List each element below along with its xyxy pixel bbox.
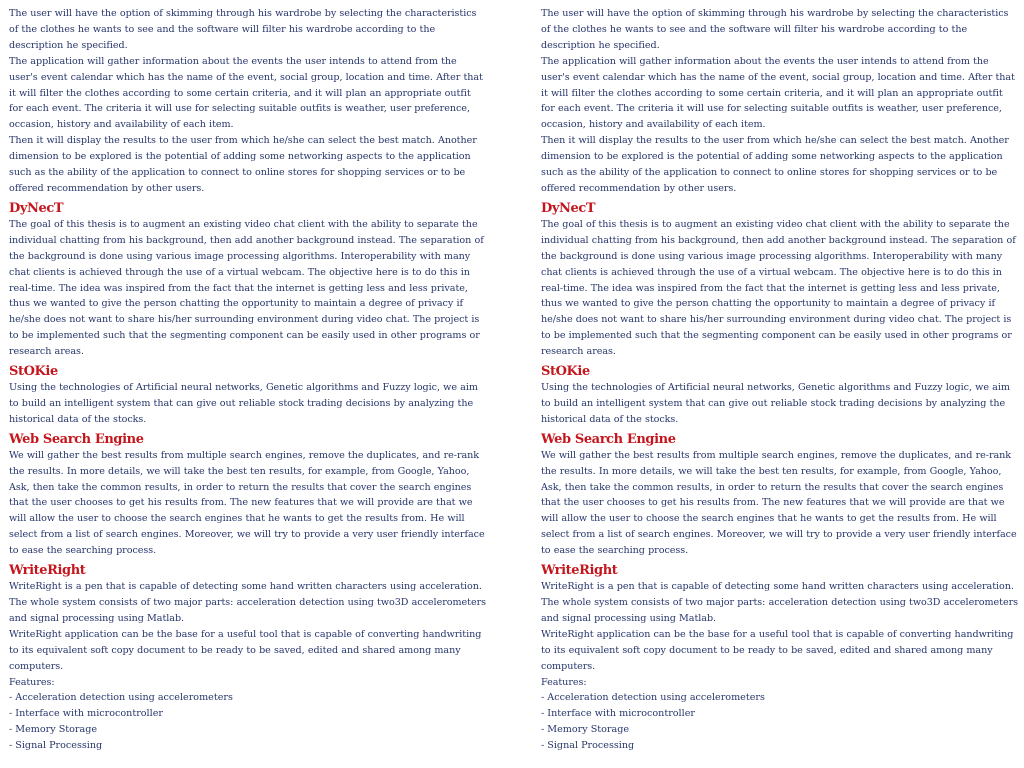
feature-item: - Memory Storage xyxy=(541,724,630,736)
stokie-paragraph: Using the technologies of Artificial neural networks, Genetic algorithms and Fuzzy logic, we aim to build an intelligent system that can give out reliable stock trading decisions by analyzing the historical data of the stocks. xyxy=(541,382,1010,425)
writeright-paragraph-2: WriteRight application can be the base for a useful tool that is capable of converting handwriting to its equivalent soft copy document to be ready to be saved, edited and shared among many computers. xyxy=(541,628,1014,672)
web-search-engine-paragraph: We will gather the best results from multiple search engines, remove the duplicates, and re-rank the results. In more details, we will take the best ten results, for example, from Google, Yahoo, Ask, then take the common results, in order to return the results that cover the search engines that the user chooses to get his results from. The new features that we will provide are that we will allow the user to choose the search engines that he wants to get the results from. He will select from a list of search engines. Moreover, we will try to provide a very user friendly interface to ease the searching process. xyxy=(541,449,1017,557)
web-search-engine-paragraph: We will gather the best results from multiple search engines, remove the duplicates, and re-rank the results. In more details, we will take the best ten results, for example, from Google, Yahoo, Ask, then take the common results, in order to return the results that cover the search engines that the user chooses to get his results from. The new features that we will provide are that we will allow the user to choose the search engines that he wants to get the results from. He will select from a list of search engines. Moreover, we will try to provide a very user friendly interface to ease the searching process. xyxy=(9,449,485,557)
right-column xyxy=(541,6,1019,754)
writeright-heading: WriteRight xyxy=(541,563,618,579)
dynect-heading: DyNecT xyxy=(541,200,596,216)
features-list xyxy=(9,690,487,754)
writeright-paragraph-2: WriteRight application can be the base for a useful tool that is capable of converting handwriting to its equivalent soft copy document to be ready to be saved, edited and shared among many computers. xyxy=(9,628,482,672)
feature-item: - Signal Processing xyxy=(9,740,103,752)
left-column xyxy=(9,6,487,754)
stokie-paragraph: Using the technologies of Artificial neural networks, Genetic algorithms and Fuzzy logic, we aim to build an intelligent system that can give out reliable stock trading decisions by analyzing the historical data of the stocks. xyxy=(9,382,478,425)
stokie-heading: StOKie xyxy=(9,364,58,380)
features-label: Features: xyxy=(541,676,587,688)
feature-item: - Interface with microcontroller xyxy=(9,708,163,720)
feature-item: - Signal Processing xyxy=(541,740,635,752)
feature-item: - Interface with microcontroller xyxy=(541,708,695,720)
feature-item: - Acceleration detection using accelerometers xyxy=(9,692,233,704)
dynect-paragraph: The goal of this thesis is to augment an existing video chat client with the ability to separate the individual chatting from his background, then add another background instead. The separation of the background is done using various image processing algorithms. Interoperability with many chat clients is achieved through the use of a virtual webcam. The objective here is to do this in real-time. The idea was inspired from the fact that the internet is getting less and less private, thus we wanted to give the person chatting the opportunity to maintain a degree of privacy if he/she does not want to share his/her surrounding environment during video chat. The project is to be implemented such that the segmenting component can be easily used in other programs or research areas. xyxy=(9,218,484,358)
wardrobe-paragraph-1: The user will have the option of skimming through his wardrobe by selecting the characteristics of the clothes he wants to see and the software will filter his wardrobe according to the description he specified. xyxy=(541,8,1009,51)
stokie-heading: StOKie xyxy=(541,364,590,380)
writeright-paragraph-1: WriteRight is a pen that is capable of detecting some hand written characters using acceleration. The whole system consists of two major parts: acceleration detection using two3D accelerometers and signal processing using Matlab. xyxy=(541,581,1018,624)
web-search-engine-heading: Web Search Engine xyxy=(541,431,676,447)
web-search-engine-heading: Web Search Engine xyxy=(9,431,144,447)
feature-item: - Memory Storage xyxy=(9,724,98,736)
wardrobe-paragraph-3: Then it will display the results to the user from which he/she can select the best match. Another dimension to be explored is the potential of adding some networking aspects to the application such as the ability of the application to connect to online stores for shopping services or to be offered recommendation by other users. xyxy=(9,135,477,194)
writeright-paragraph-1: WriteRight is a pen that is capable of detecting some hand written characters using acceleration. The whole system consists of two major parts: acceleration detection using two3D accelerometers and signal processing using Matlab. xyxy=(9,581,486,624)
features-label: Features: xyxy=(9,676,55,688)
wardrobe-paragraph-1: The user will have the option of skimming through his wardrobe by selecting the characteristics of the clothes he wants to see and the software will filter his wardrobe according to the description he specified. xyxy=(9,8,477,51)
wardrobe-paragraph-2: The application will gather information about the events the user intends to attend from the user's event calendar which has the name of the event, social group, location and time. After that it will filter the clothes according to some certain criteria, and it will plan an appropriate outfit for each event. The criteria it will use for selecting suitable outfits is weather, user preference, occasion, history and availability of each item. xyxy=(9,55,483,131)
wardrobe-paragraph-2: The application will gather information about the events the user intends to attend from the user's event calendar which has the name of the event, social group, location and time. After that it will filter the clothes according to some certain criteria, and it will plan an appropriate outfit for each event. The criteria it will use for selecting suitable outfits is weather, user preference, occasion, history and availability of each item. xyxy=(541,55,1015,131)
feature-item: - Acceleration detection using accelerometers xyxy=(541,692,765,704)
wardrobe-paragraph-3: Then it will display the results to the user from which he/she can select the best match. Another dimension to be explored is the potential of adding some networking aspects to the application such as the ability of the application to connect to online stores for shopping services or to be offered recommendation by other users. xyxy=(541,135,1009,194)
dynect-heading: DyNecT xyxy=(9,200,64,216)
features-list xyxy=(541,690,1019,754)
dynect-paragraph: The goal of this thesis is to augment an existing video chat client with the ability to separate the individual chatting from his background, then add another background instead. The separation of the background is done using various image processing algorithms. Interoperability with many chat clients is achieved through the use of a virtual webcam. The objective here is to do this in real-time. The idea was inspired from the fact that the internet is getting less and less private, thus we wanted to give the person chatting the opportunity to maintain a degree of privacy if he/she does not want to share his/her surrounding environment during video chat. The project is to be implemented such that the segmenting component can be easily used in other programs or research areas. xyxy=(541,218,1016,358)
writeright-heading: WriteRight xyxy=(9,563,86,579)
